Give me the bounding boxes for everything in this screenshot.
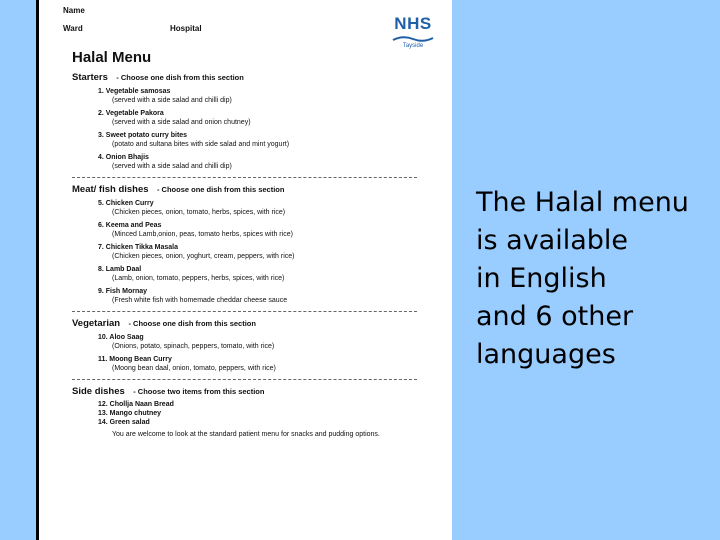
hospital-label: Hospital [170,24,202,33]
caption-line: is available [476,225,629,256]
list-item [98,87,422,105]
list-item: 13. Mango chutney [98,410,162,417]
item-name: 6. Keema and Peas [98,222,162,229]
list-item [98,109,422,127]
item-desc: (Moong bean daal, onion, tomato, peppers, with rice) [112,365,276,372]
section-instruction: Choose two items from this section [137,387,265,396]
item-name: 8. Lamb Daal [98,266,142,273]
item-desc: (Chicken pieces, onion, yoghurt, cream, peppers, with rice) [112,253,295,260]
list-item [98,355,422,373]
list-item: 14. Green salad [98,419,150,426]
list-item [98,199,422,217]
item-name: 7. Chicken Tikka Masala [98,244,179,251]
section-header-meat-fish: Meat/ fish dishes - Choose one dish from this section [72,184,285,195]
item-name: 5. Chicken Curry [98,200,154,207]
menu-title: Halal Menu [72,49,152,66]
list-item [98,265,422,283]
list-item: 12. Chollja Naan Bread [98,401,174,408]
section-header-vegetarian: Vegetarian - Choose one dish from this section [72,318,256,329]
menu-note: You are welcome to look at the standard patient menu for snacks and pudding options. [112,431,380,438]
item-desc: (Lamb, onion, tomato, peppers, herbs, spices, with rice) [112,275,285,282]
item-name: 11. Moong Bean Curry [98,356,172,363]
nhs-logo [385,14,441,49]
section-header-side-dishes: Side dishes - Choose two items from this section [72,386,265,397]
list-item [98,333,422,351]
list-item [98,287,422,305]
divider [72,379,417,380]
section-instruction: Choose one dish from this section [120,73,244,82]
item-desc: (potato and sultana bites with side salad and mint yogurt) [112,141,290,148]
divider [72,311,417,312]
caption-line: and 6 other [476,301,634,332]
item-name: 9. Fish Mornay [98,288,148,295]
item-name: 2. Vegetable Pakora [98,110,164,117]
slide-caption [476,184,716,374]
caption-line: in English [476,263,607,294]
caption-line: languages [476,339,616,370]
section-instruction: Choose one dish from this section [161,185,285,194]
divider [72,177,417,178]
item-desc: (served with a side salad and chilli dip) [112,97,232,104]
wave-icon [391,35,435,43]
item-name: 3. Sweet potato curry bites [98,132,188,139]
menu-document [36,0,452,540]
item-name: 4. Onion Bhajis [98,154,149,161]
section-name: Vegetarian [72,318,121,329]
item-name: 10. Aloo Saag [98,334,144,341]
item-desc: (Onions, potato, spinach, peppers, tomato, with rice) [112,343,275,350]
caption-line: The Halal menu [476,187,689,218]
item-desc: (served with a side salad and chilli dip) [112,163,232,170]
item-desc: (served with a side salad and onion chutney) [112,119,251,126]
item-name: 1. Vegetable samosas [98,88,171,95]
list-item [98,221,422,239]
nhs-logo-subtext: Tayside [402,43,424,49]
nhs-logo-text: NHS [394,14,432,33]
list-item [98,153,422,171]
section-name: Meat/ fish dishes [72,184,149,195]
item-desc: (Chicken pieces, onion, tomato, herbs, spices, with rice) [112,209,286,216]
section-name: Side dishes [72,386,125,397]
section-instruction: Choose one dish from this section [133,319,256,328]
item-desc: (Minced Lamb,onion, peas, tomato herbs, spices with rice) [112,231,293,238]
section-name: Starters [72,72,108,83]
section-header-starters: Starters - Choose one dish from this section [72,72,244,83]
name-label: Name [63,6,85,15]
list-item [98,243,422,261]
item-desc: (Fresh white fish with homemade cheddar cheese sauce [112,297,288,304]
menu-content [72,72,422,439]
list-item [98,131,422,149]
ward-label: Ward [63,24,83,33]
